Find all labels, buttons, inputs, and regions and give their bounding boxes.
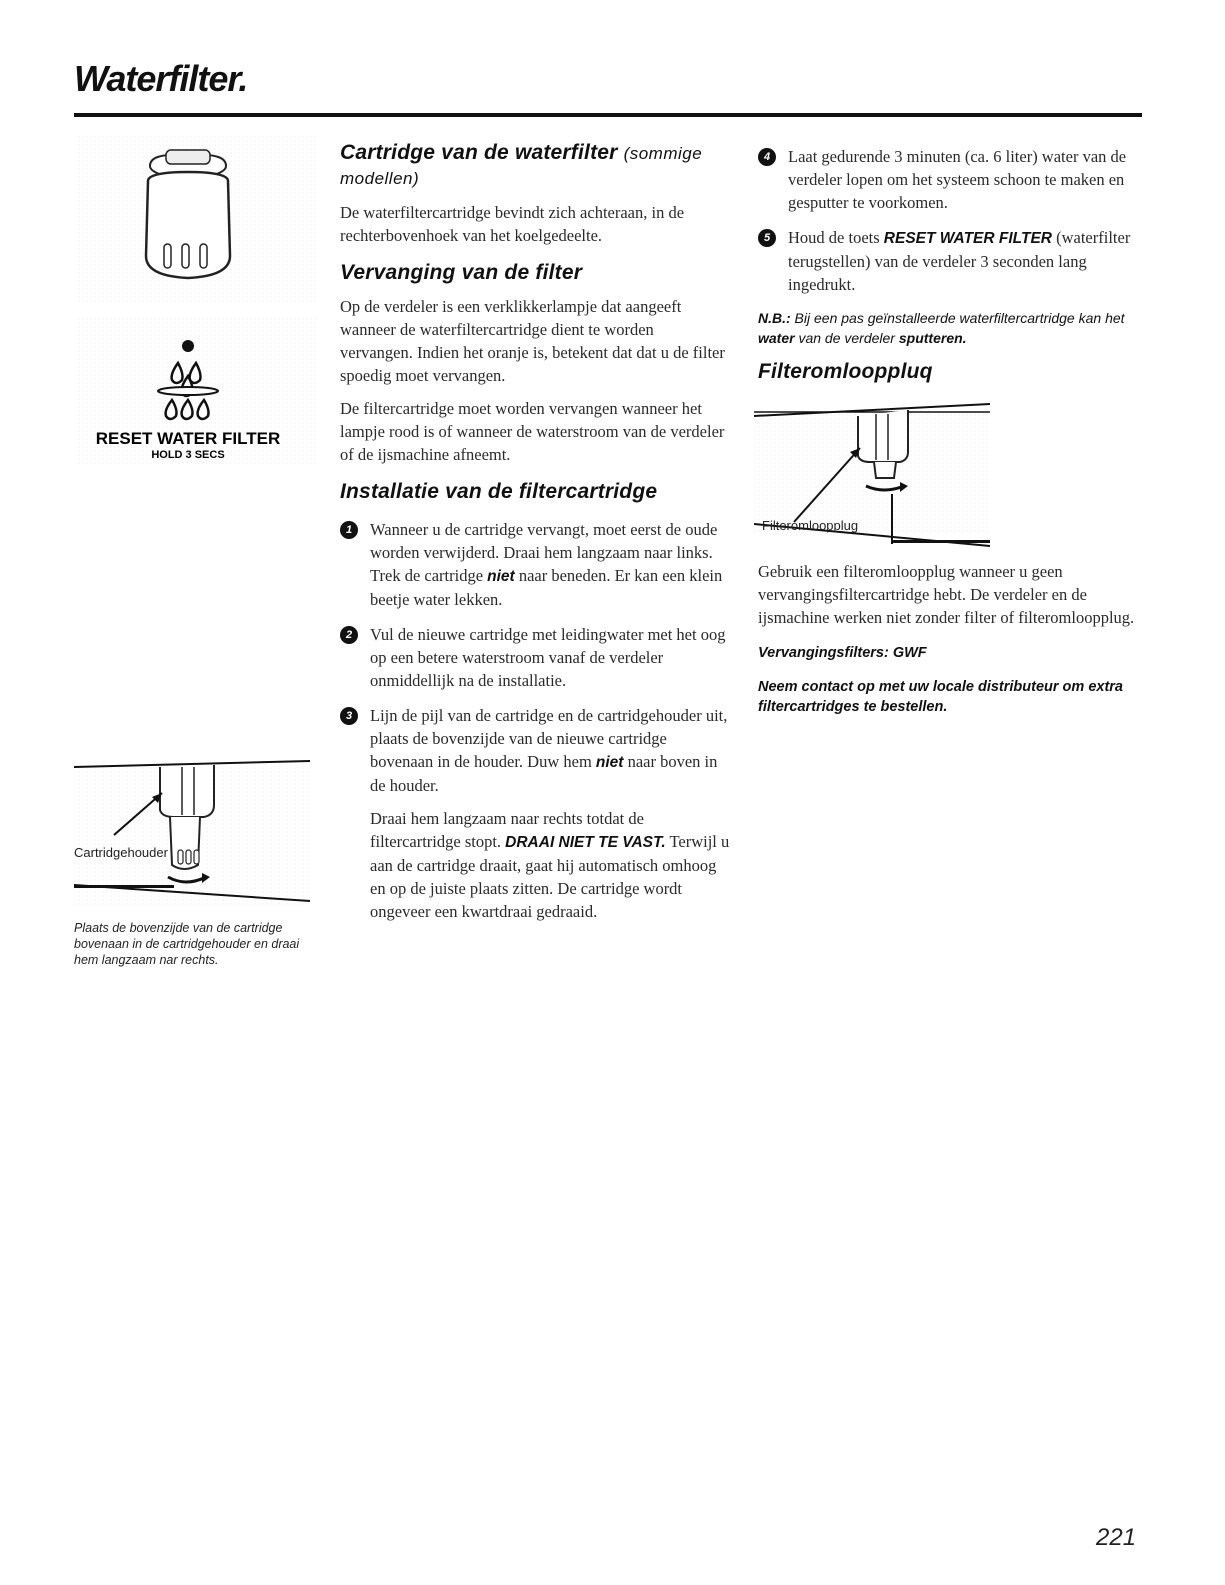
cartridge-heading-sub: (sommige modellen) xyxy=(340,144,703,188)
step-badge-1: 1 xyxy=(340,521,358,539)
page-title: Waterfilter. xyxy=(74,58,248,99)
replacement-heading: Vervanging van de filter xyxy=(340,261,583,284)
filter-cartridge-illustration xyxy=(78,136,318,304)
install-heading: Installatie van de filtercartridge xyxy=(340,480,658,503)
step-badge-5: 5 xyxy=(758,229,776,247)
bypass-heading: Filteromlooppluq xyxy=(758,360,933,383)
cartridge-text: De waterfiltercartridge bevindt zich achteraan, in de rechterbovenhoek van het koelgedeelte. xyxy=(340,203,685,245)
reset-water-filter-icon xyxy=(78,318,318,466)
bypass-plug-label: Filteromloopplug xyxy=(762,518,859,533)
step-3 xyxy=(340,704,730,923)
cartridge-holder-label: Cartridgehouder xyxy=(74,845,168,860)
replacement-filters: Vervangingsfilters: GWF xyxy=(758,645,927,661)
step-1 xyxy=(340,518,730,611)
step-5 xyxy=(758,226,1142,296)
step-2-text: Vul de nieuwe cartridge met leidingwater met het oog op een betere waterstroom vanaf de verdeler onmiddellijk na de installatie. xyxy=(370,625,726,690)
middle-column xyxy=(340,141,730,935)
title-rule xyxy=(74,113,1142,117)
cartridge-heading-main: Cartridge van de waterfilter xyxy=(340,141,618,164)
reset-sub-label: HOLD 3 SECS xyxy=(151,449,225,461)
step-4-text: Laat gedurende 3 minuten (ca. 6 liter) water van de verdeler lopen om het systeem schoon te maken en gesputter te voorkomen. xyxy=(788,147,1127,212)
contact-distributor: Neem contact op met uw locale distributeur om extra filtercartridges te bestellen. xyxy=(758,679,1123,715)
replacement-para-2: De filtercartridge moet worden vervangen wanneer het lampje rood is of wanneer de waterstroom van de verdeler of de ijsmachine afneemt. xyxy=(340,399,725,464)
right-column xyxy=(758,145,1142,731)
step-badge-2: 2 xyxy=(340,626,358,644)
bypass-plug-illustration xyxy=(754,394,990,552)
cartridge-holder-illustration xyxy=(74,755,310,915)
bypass-text: Gebruik een filteromloopplug wanneer u geen vervangingsfiltercartridge hebt. De verdeler en de ijsmachine werken niet zonder filter of filteromloopplug. xyxy=(758,562,1135,627)
cartridge-heading xyxy=(340,141,730,191)
step-4 xyxy=(758,145,1142,214)
step-2 xyxy=(340,623,730,692)
step-badge-3: 3 xyxy=(340,707,358,725)
step-1-text: Wanneer u de cartridge vervangt, moet eerst de oude worden verwijderd. Draai hem langzaam naar links. Trek de cartridge niet naar beneden. Er kan een klein beetje water lekken. xyxy=(370,520,723,609)
step-badge-4: 4 xyxy=(758,148,776,166)
page-number: 221 xyxy=(1096,1524,1137,1551)
step-3-text-2: Draai hem langzaam naar rechts totdat de filtercartridge stopt. DRAAI NIET TE VAST. Terwijl u aan de cartridge draait, gaat hij automatisch omhoog en op de juiste plaats zitten. De cartridge wordt ongeveer een kwartdraai gedraaid. xyxy=(370,809,730,921)
replacement-para-1: Op de verdeler is een verklikkerlampje dat aangeeft wanneer de waterfiltercartridge dient te worden vervangen. Indien het oranje is, betekent dat dat u de filter spoedig moet vervangen. xyxy=(340,297,725,385)
note-text: N.B.: Bij een pas geïnstalleerde waterfiltercartridge kan het water van de verdeler sputteren. xyxy=(758,310,1125,346)
step-3-text: Lijn de pijl van de cartridge en de cartridgehouder uit, plaats de bovenzijde van de nieuwe cartridge bovenaan in de houder. Duw hem niet naar boven in de houder. xyxy=(370,706,728,795)
step-5-text: Houd de toets RESET WATER FILTER (waterfilter terugstellen) van de verdeler 3 seconden lang ingedrukt. xyxy=(788,228,1131,294)
reset-label: RESET WATER FILTER xyxy=(95,429,281,448)
figure-caption: Plaats de bovenzijde van de cartridge bovenaan in de cartridgehouder en draai hem langzaam nar rechts. xyxy=(74,921,300,967)
